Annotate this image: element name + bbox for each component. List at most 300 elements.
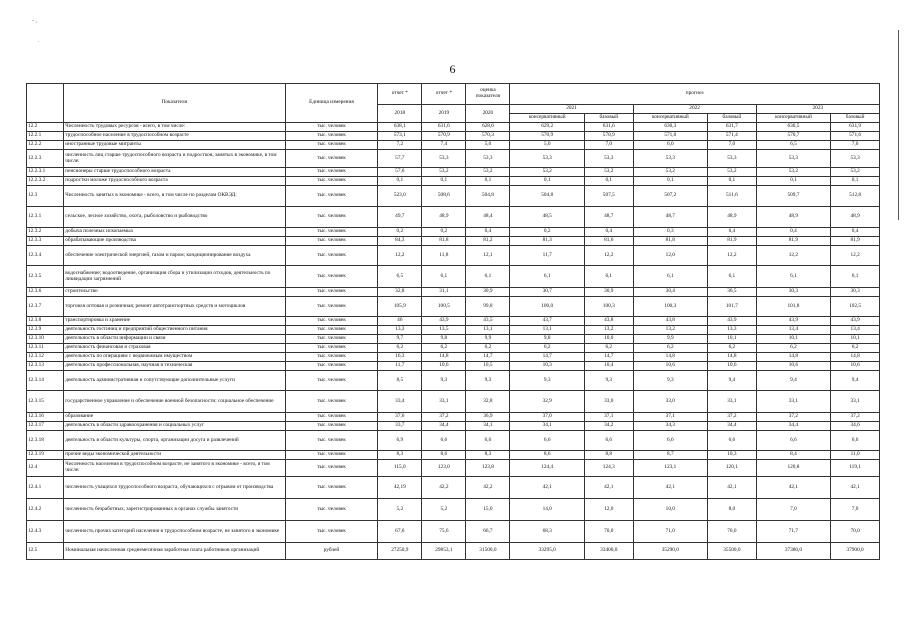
row-value: 13,5 [422, 326, 466, 335]
row-value: 53,3 [756, 150, 831, 168]
row-value: 53,2 [756, 168, 831, 177]
row-value: 10,5 [466, 362, 510, 371]
row-value: 13,2 [633, 326, 708, 335]
row-unit: тыс. человек [285, 499, 378, 521]
row-value: 53,2 [708, 168, 757, 177]
row-value: 0,1 [584, 177, 633, 186]
row-value: 6,2 [466, 344, 510, 353]
row-code: 12.3.14 [27, 371, 64, 391]
row-value: 14,8 [708, 353, 757, 362]
row-value: 8,0 [708, 499, 757, 521]
row-value: 48,4 [466, 207, 510, 228]
row-indicator: строительство [64, 288, 285, 297]
row-indicator: Численность трудовых ресурсов - всего, в том числе: [64, 123, 285, 132]
table-row [27, 477, 880, 499]
row-code: 12.3.3 [27, 237, 64, 246]
row-value: 629,2 [510, 123, 585, 132]
row-value: 49,7 [378, 207, 422, 228]
row-value: 105,9 [378, 297, 422, 317]
row-indicator: деятельность профессиональная, научная и техническая [64, 362, 285, 371]
row-value: 102,5 [831, 297, 880, 317]
row-unit: тыс. человек [285, 317, 378, 326]
row-code: 12.4.2 [27, 499, 64, 521]
row-value: 81,3 [510, 237, 585, 246]
row-value: 53,3 [510, 150, 585, 168]
row-value: 6,5 [378, 266, 422, 288]
row-value: 37,2 [422, 413, 466, 422]
row-value: 31,1 [422, 288, 466, 297]
row-value: 6,1 [708, 266, 757, 288]
row-value: 100,3 [584, 297, 633, 317]
row-unit: тыс. человек [285, 413, 378, 422]
row-value: 81,8 [422, 237, 466, 246]
row-value: 9,4 [756, 371, 831, 391]
row-value: 43,9 [756, 317, 831, 326]
row-value: 5,0 [510, 141, 585, 150]
row-value: 8,5 [378, 371, 422, 391]
row-code: 12.3.11 [27, 344, 64, 353]
table-row [27, 186, 880, 207]
table-row [27, 326, 880, 335]
row-indicator: деятельность в области здравоохранения и социальных услуг [64, 422, 285, 431]
row-value: 70,0 [708, 521, 757, 543]
row-value: 53,2 [510, 168, 585, 177]
row-value: 14,8 [756, 353, 831, 362]
row-value: 0,4 [756, 228, 831, 237]
table-row [27, 499, 880, 521]
row-value: 0,1 [466, 177, 510, 186]
row-indicator: деятельность по операциям с недвижимым имуществом [64, 353, 285, 362]
row-value: 9,3 [633, 371, 708, 391]
row-value: 10,0 [633, 499, 708, 521]
row-indicator: численность учащихся трудоспособного возраста, обучающихся с отрывом от производства [64, 477, 285, 499]
row-value: 5,2 [422, 499, 466, 521]
row-code: 12.3.6 [27, 288, 64, 297]
row-value: 43,9 [708, 317, 757, 326]
header-variant-conservative: консервативный [756, 114, 831, 123]
row-code: 12.3.9 [27, 326, 64, 335]
scan-mark-top: - , [32, 18, 37, 24]
row-indicator: прочие виды экономической деятельности [64, 451, 285, 460]
row-value: 630,5 [756, 123, 831, 132]
row-value: 11,7 [510, 246, 585, 266]
row-indicator: деятельность гостиниц и предприятий общественного питания [64, 326, 285, 335]
row-value: 12,2 [708, 246, 757, 266]
row-code: 12.3.13 [27, 362, 64, 371]
row-value: 53,3 [708, 150, 757, 168]
row-value: 101,7 [708, 297, 757, 317]
row-value: 5,0 [466, 141, 510, 150]
row-unit: тыс. человек [285, 150, 378, 168]
row-value: 570,3 [466, 132, 510, 141]
row-value: 32,8 [466, 391, 510, 413]
row-indicator: обрабатывающие производства [64, 237, 285, 246]
row-value: 48,9 [708, 207, 757, 228]
row-unit: рублей [285, 543, 378, 560]
row-value: 10,6 [756, 362, 831, 371]
row-value: 6,1 [422, 266, 466, 288]
header-variant-base: базовый [584, 114, 633, 123]
row-value: 6,1 [466, 266, 510, 288]
row-value: 8,4 [756, 451, 831, 460]
header-report-2019: отчет * [422, 84, 466, 105]
table-row [27, 297, 880, 317]
row-value: 0,1 [756, 177, 831, 186]
row-value: 29853,1 [422, 543, 466, 560]
row-value: 124,4 [510, 460, 585, 477]
row-value: 9,7 [378, 335, 422, 344]
row-value: 631,6 [422, 123, 466, 132]
table-row [27, 207, 880, 228]
row-value: 504,8 [466, 186, 510, 207]
row-value: 631,7 [708, 123, 757, 132]
row-value: 34,1 [510, 422, 585, 431]
row-value: 32,8 [378, 288, 422, 297]
header-indicator: Показатели [64, 84, 285, 123]
row-value: 0,1 [708, 177, 757, 186]
row-value: 509,7 [756, 186, 831, 207]
row-value: 9,3 [584, 371, 633, 391]
row-value: 7,0 [756, 499, 831, 521]
row-value: 81,6 [584, 237, 633, 246]
row-value: 53,3 [466, 150, 510, 168]
row-value: 9,8 [422, 335, 466, 344]
row-unit: тыс. человек [285, 353, 378, 362]
row-value: 10,4 [584, 362, 633, 371]
row-value: 0,1 [633, 177, 708, 186]
row-value: 43,8 [584, 317, 633, 326]
row-value: 7,4 [422, 141, 466, 150]
table-row [27, 168, 880, 177]
row-value: 12,2 [756, 246, 831, 266]
row-value: 508,6 [422, 186, 466, 207]
row-value: 9,3 [510, 371, 585, 391]
row-value: 6,1 [831, 266, 880, 288]
row-unit: тыс. человек [285, 141, 378, 150]
row-indicator: численность безработных, зарегистрированных в органах службы занятости [64, 499, 285, 521]
row-code: 12.2.1 [27, 132, 64, 141]
row-value: 0,2 [510, 228, 585, 237]
table-row [27, 391, 880, 413]
row-value: 9,4 [708, 371, 757, 391]
row-value: 11,8 [422, 246, 466, 266]
row-value: 34,4 [708, 422, 757, 431]
row-value: 5,2 [378, 499, 422, 521]
row-unit: тыс. человек [285, 362, 378, 371]
row-value: 6,0 [633, 141, 708, 150]
row-value: 70,0 [584, 521, 633, 543]
row-value: 53,2 [584, 168, 633, 177]
row-value: 84,3 [378, 237, 422, 246]
row-indicator: численность лиц старше трудоспособного возраста и подростков, занятых в экономике, в том числе: [64, 150, 285, 168]
row-value: 33,4 [378, 391, 422, 413]
row-value: 42,1 [633, 477, 708, 499]
row-unit: тыс. человек [285, 297, 378, 317]
row-code: 12.3.16 [27, 413, 64, 422]
header-variant-base: базовый [708, 114, 757, 123]
row-unit: тыс. человек [285, 431, 378, 451]
row-value: 81,2 [466, 237, 510, 246]
row-value: 9,4 [831, 371, 880, 391]
table-row [27, 431, 880, 451]
row-value: 11,0 [831, 451, 880, 460]
header-variant-conservative: консервативный [633, 114, 708, 123]
row-value: 631,9 [831, 123, 880, 132]
row-value: 14,8 [831, 353, 880, 362]
table-row [27, 521, 880, 543]
row-value: 13,4 [756, 326, 831, 335]
table-row [27, 371, 880, 391]
row-value: 68,3 [510, 521, 585, 543]
table-row [27, 150, 880, 168]
row-value: 8,8 [584, 451, 633, 460]
table-row [27, 451, 880, 460]
row-value: 13,4 [831, 326, 880, 335]
row-value: 34,4 [422, 422, 466, 431]
row-value: 9,3 [422, 371, 466, 391]
row-value: 30,9 [466, 288, 510, 297]
row-unit: тыс. человек [285, 132, 378, 141]
row-value: 9,8 [510, 335, 585, 344]
row-value: 12,0 [584, 499, 633, 521]
row-value: 37,1 [633, 413, 708, 422]
row-code: 12.2.3.2 [27, 177, 64, 186]
row-value: 638,1 [378, 123, 422, 132]
row-value: 43,9 [422, 317, 466, 326]
row-value: 0,2 [422, 228, 466, 237]
row-indicator: пенсионеры старше трудоспособного возраста [64, 168, 285, 177]
row-value: 33400,0 [584, 543, 633, 560]
row-value: 6,2 [378, 344, 422, 353]
row-value: 0,4 [466, 228, 510, 237]
row-indicator: Численность населения в трудоспособном возрасте, не занятого в экономике - всего, в том числе: [64, 460, 285, 477]
row-value: 6,2 [708, 344, 757, 353]
row-value: 570,7 [756, 132, 831, 141]
row-value: 32,9 [510, 391, 585, 413]
table-row [27, 344, 880, 353]
row-value: 48,9 [422, 207, 466, 228]
row-value: 30,5 [708, 288, 757, 297]
row-unit: тыс. человек [285, 451, 378, 460]
row-unit: тыс. человек [285, 228, 378, 237]
row-indicator: образование [64, 413, 285, 422]
row-value: 571,4 [708, 132, 757, 141]
row-value: 6,5 [756, 141, 831, 150]
row-value: 13,2 [584, 326, 633, 335]
row-value: 37380,0 [756, 543, 831, 560]
row-value: 12,1 [466, 246, 510, 266]
row-value: 10,3 [510, 362, 585, 371]
row-value: 67,6 [378, 521, 422, 543]
row-value: 53,3 [633, 150, 708, 168]
row-value: 33295,0 [510, 543, 585, 560]
row-indicator: добыча полезных ископаемых [64, 228, 285, 237]
row-value: 0,1 [378, 177, 422, 186]
row-unit: тыс. человек [285, 288, 378, 297]
row-indicator: деятельность в области культуры, спорта, организации досуга и развлечений [64, 431, 285, 451]
row-value: 8,7 [633, 451, 708, 460]
row-value: 630,3 [633, 123, 708, 132]
row-value: 33,1 [756, 391, 831, 413]
table-row [27, 543, 880, 560]
header-year-2020: 2020 [466, 105, 510, 123]
row-value: 101,8 [756, 297, 831, 317]
row-value: 10,1 [756, 335, 831, 344]
row-value: 573,1 [378, 132, 422, 141]
table-row [27, 123, 880, 132]
row-unit: тыс. человек [285, 177, 378, 186]
row-value: 123,8 [466, 460, 510, 477]
row-value: 53,3 [831, 150, 880, 168]
header-year-2023: 2023 [756, 105, 879, 114]
row-value: 14,8 [422, 353, 466, 362]
row-code: 12.2.2 [27, 141, 64, 150]
row-value: 9,9 [466, 335, 510, 344]
table-row [27, 353, 880, 362]
row-unit: тыс. человек [285, 266, 378, 288]
row-code: 12.3.5 [27, 266, 64, 288]
row-code: 12.3.8 [27, 317, 64, 326]
row-value: 0,4 [708, 228, 757, 237]
row-value: 504,8 [510, 186, 585, 207]
row-value: 48,7 [584, 207, 633, 228]
row-value: 34,1 [466, 422, 510, 431]
row-value: 507,2 [633, 186, 708, 207]
row-value: 42,1 [510, 477, 585, 499]
row-unit: тыс. человек [285, 237, 378, 246]
row-code: 12.4.3 [27, 521, 64, 543]
row-value: 37,0 [510, 413, 585, 422]
row-value: 6,6 [831, 431, 880, 451]
row-value: 33,7 [378, 422, 422, 431]
row-value: 48,9 [831, 207, 880, 228]
row-value: 124,3 [584, 460, 633, 477]
row-value: 10,3 [708, 451, 757, 460]
row-unit: тыс. человек [285, 168, 378, 177]
row-value: 10,6 [708, 362, 757, 371]
table-row [27, 237, 880, 246]
row-value: 42,19 [378, 477, 422, 499]
row-value: 53,2 [422, 168, 466, 177]
row-value: 53,3 [584, 150, 633, 168]
table-row [27, 422, 880, 431]
row-value: 33,1 [831, 391, 880, 413]
row-value: 6,6 [708, 431, 757, 451]
row-value: 70,0 [831, 521, 880, 543]
row-value: 120,1 [708, 460, 757, 477]
header-variant-conservative: консервативный [510, 114, 585, 123]
row-value: 9,3 [466, 371, 510, 391]
header-forecast: прогноз [510, 84, 880, 105]
row-value: 33,0 [584, 391, 633, 413]
row-value: 30,9 [584, 288, 633, 297]
row-value: 10,6 [422, 362, 466, 371]
row-value: 42,2 [466, 477, 510, 499]
row-value: 36,9 [466, 413, 510, 422]
row-value: 37,2 [756, 413, 831, 422]
header-year-2021: 2021 [510, 105, 633, 114]
row-value: 631,6 [584, 123, 633, 132]
row-unit: тыс. человек [285, 186, 378, 207]
page-number: 6 [449, 62, 456, 76]
row-value: 10,1 [831, 335, 880, 344]
row-value: 570,9 [510, 132, 585, 141]
row-value: 53,2 [466, 168, 510, 177]
row-value: 42,1 [831, 477, 880, 499]
row-value: 8,6 [510, 451, 585, 460]
header-report-2018: отчет * [378, 84, 422, 105]
row-indicator: иностранные трудовые мигранты [64, 141, 285, 150]
row-value: 35500,0 [708, 543, 757, 560]
table-row [27, 141, 880, 150]
table-row [27, 335, 880, 344]
row-value: 571,6 [831, 132, 880, 141]
header-year-2018: 2018 [378, 105, 422, 123]
row-indicator: водоснабжение; водоотведение, организация сбора и утилизации отходов, деятельность по ликвидации загрязнений [64, 266, 285, 288]
row-value: 81,9 [831, 237, 880, 246]
header-estimate-2020: оценка показателя [466, 84, 510, 105]
row-indicator: Численность занятых в экономике - всего, в том числе по разделам ОКВЭД: [64, 186, 285, 207]
row-value: 0,4 [584, 228, 633, 237]
row-indicator: трудоспособное население в трудоспособном возрасте [64, 132, 285, 141]
row-value: 10,1 [708, 335, 757, 344]
row-code: 12.3.19 [27, 451, 64, 460]
row-value: 570,9 [584, 132, 633, 141]
row-code: 12.3.17 [27, 422, 64, 431]
row-indicator: Номинальная начисленная среднемесячная заработная плата работников организаций [64, 543, 285, 560]
row-value: 43,7 [510, 317, 585, 326]
row-value: 30,4 [633, 288, 708, 297]
row-indicator: транспортировка и хранение [64, 317, 285, 326]
row-value: 6,2 [422, 344, 466, 353]
row-value: 8,3 [378, 451, 422, 460]
row-value: 33,1 [422, 391, 466, 413]
row-code: 12.3.15 [27, 391, 64, 413]
row-indicator: государственное управление и обеспечение военной безопасности; социальное обеспечение [64, 391, 285, 413]
header-variant-base: базовый [831, 114, 880, 123]
row-code: 12.3 [27, 186, 64, 207]
row-value: 10,6 [633, 362, 708, 371]
row-value: 0,1 [831, 177, 880, 186]
row-value: 0,1 [510, 177, 585, 186]
row-value: 81,9 [756, 237, 831, 246]
table-row [27, 317, 880, 326]
row-value: 57,6 [378, 168, 422, 177]
row-value: 37,2 [708, 413, 757, 422]
row-value: 0,4 [831, 228, 880, 237]
row-value: 115,0 [378, 460, 422, 477]
row-value: 9,9 [633, 335, 708, 344]
row-value: 8,3 [466, 451, 510, 460]
table-row [27, 413, 880, 422]
header-year-2019: 2019 [422, 105, 466, 123]
row-value: 99,8 [466, 297, 510, 317]
row-unit: тыс. человек [285, 391, 378, 413]
row-value: 42,2 [422, 477, 466, 499]
row-value: 6,6 [422, 431, 466, 451]
row-indicator: торговля оптовая и розничная; ремонт автотранспортных средств и мотоциклов [64, 297, 285, 317]
row-value: 6,6 [756, 431, 831, 451]
row-value: 6,6 [633, 431, 708, 451]
row-indicator: деятельность в области информации и связи [64, 335, 285, 344]
row-code: 12.3.12 [27, 353, 64, 362]
row-code: 12.2.3.1 [27, 168, 64, 177]
table-row [27, 132, 880, 141]
row-unit: тыс. человек [285, 207, 378, 228]
row-value: 34,4 [756, 422, 831, 431]
row-value: 48,5 [510, 207, 585, 228]
row-value: 6,2 [756, 344, 831, 353]
